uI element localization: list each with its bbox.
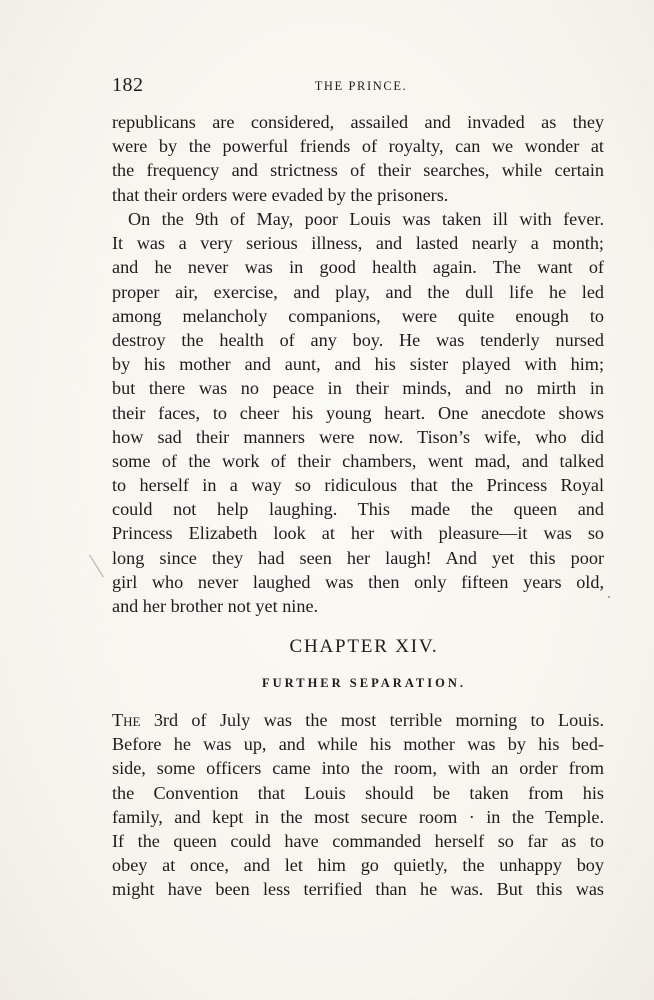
text-line: side, some officers came into the room, with an order from — [112, 758, 604, 779]
text-line: the Convention that Louis should be taken from his — [112, 782, 604, 803]
page-number: 182 — [112, 74, 144, 96]
running-title: THE PRINCE. — [314, 79, 408, 93]
text-line: to herself in a way so ridiculous that the Princess Royal — [112, 475, 604, 496]
text-line: were by the powerful friends of royalty, can we wonder at — [112, 136, 604, 157]
chapter-title: CHAPTER XIV. — [289, 636, 439, 657]
text-line: and he never was in good health again. The want of — [112, 257, 604, 278]
text-line: might have been less terrified than he was. But this was — [112, 879, 604, 900]
text-line: by his mother and aunt, and his sister played with him; — [112, 354, 604, 375]
paragraph-separation — [112, 708, 604, 902]
text-line: some of the work of their chambers, went mad, and talked — [112, 450, 604, 471]
text-line: girl who never laughed was then only fifteen years old, — [112, 571, 604, 592]
text-line: It was a very serious illness, and lasted nearly a month; — [112, 233, 604, 254]
text-line: that their orders were evaded by the prisoners. — [112, 184, 449, 205]
text-line: obey at once, and let him go quietly, the unhappy boy — [112, 855, 604, 876]
text-line: and her brother not yet nine. — [112, 596, 319, 616]
text-line: but there was no peace in their minds, and no mirth in — [112, 378, 604, 399]
page-header — [112, 74, 604, 100]
text-line: their faces, to cheer his young heart. One anecdote shows — [112, 402, 604, 423]
paragraph-continued — [112, 110, 604, 207]
text-line: family, and kept in the most secure room · in the Temple. — [112, 806, 604, 827]
text-line: destroy the health of any boy. He was tenderly nursed — [112, 329, 604, 350]
text-line: how sad their manners were now. Tison’s wife, who did — [112, 426, 604, 447]
text-line: On the 9th of May, poor Louis was taken ill with fever. — [128, 209, 604, 229]
text-line: among melancholy companions, were quite enough to — [112, 305, 604, 326]
text-line: republicans are considered, assailed and invaded as they — [112, 112, 604, 132]
text-line: long since they had seen her laugh! And yet this poor — [112, 547, 604, 568]
text-line: could not help laughing. This made the queen and — [112, 499, 604, 520]
chapter-subtitle: FURTHER SEPARATION. — [261, 676, 467, 690]
text-line-first — [112, 708, 604, 732]
text-line: the frequency and strictness of their searches, while certain — [112, 160, 604, 181]
paragraph-illness — [112, 207, 604, 618]
first-line-rest: 3rd of July was the most terrible morning to Louis. — [140, 710, 604, 730]
text-line: Princess Elizabeth look at her with pleasure—it was so — [112, 523, 604, 544]
margin-mark — [608, 596, 610, 598]
margin-mark — [89, 555, 104, 578]
text-line: Before he was up, and while his mother was by his bed- — [112, 734, 604, 755]
lead-word: The — [112, 710, 141, 730]
text-line: proper air, exercise, and play, and the dull life he led — [112, 281, 604, 302]
text-line: If the queen could have commanded herself so far as to — [112, 830, 604, 851]
